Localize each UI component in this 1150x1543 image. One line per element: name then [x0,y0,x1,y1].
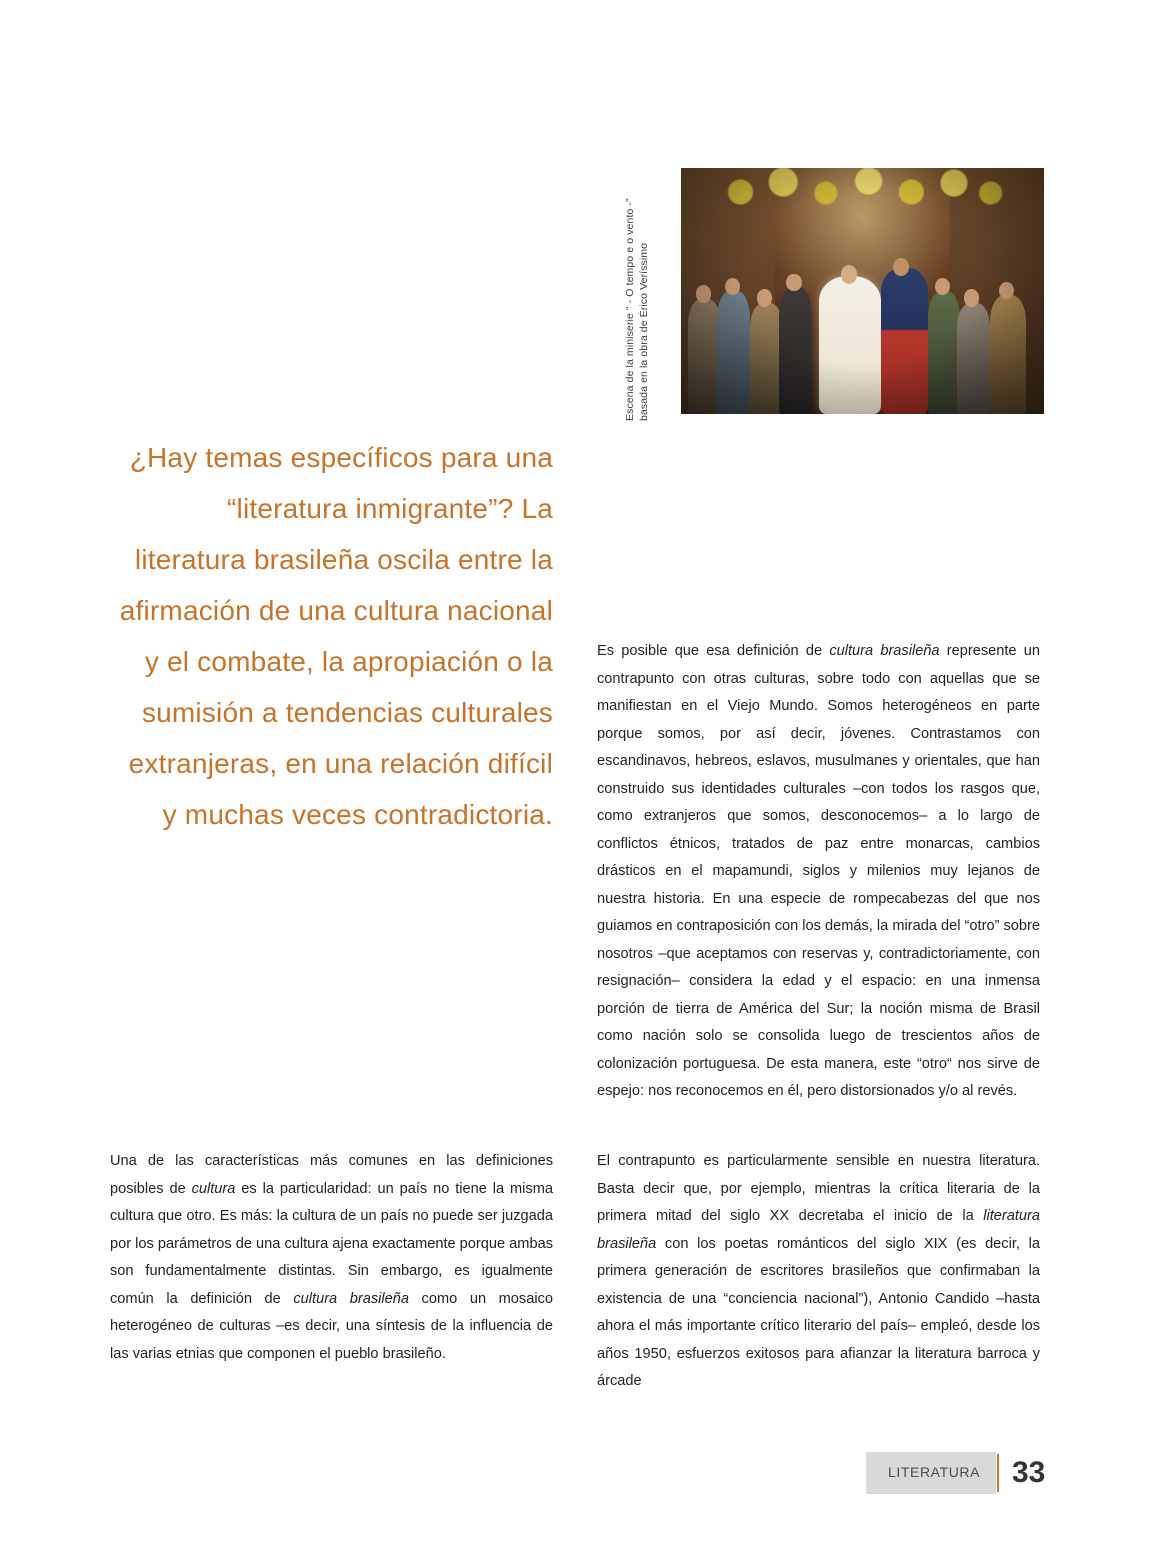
emphasis-text: cultura brasileña [829,643,940,659]
paragraph [597,1148,1040,1396]
paragraph [110,1148,553,1368]
emphasis-text: cultura [191,1180,236,1197]
text-run: Una de las características más comunes en las definiciones posibles de [110,1153,553,1197]
footer-divider [997,1454,999,1492]
pull-quote: ¿Hay temas específicos para una “literatura inmigrante”? La literatura brasileña oscila entre la afirmación de una cultura nacional y el combate, la apropiación o la sumisión a tendencias culturales extranjeras, en una relación difícil y muchas veces contradictoria. [119,442,553,830]
photo-vignette [681,168,1044,414]
text-run: con los poetas románticos del siglo XIX (es decir, la primera generación de escritores brasileños que confirmaban la existencia de una “conciencia nacional”), Antonio Candido –hasta ahora el más importante crítico literario del país– empleó, desde los años 1950, esfuerzos exitosos para afianzar la literatura barroca y árcade [597,1235,1040,1389]
page-footer [866,1452,1044,1494]
column-right-top [597,638,1040,1106]
emphasis-text: literatura brasileña [597,1208,1040,1252]
text-run: Es posible que esa definición de [597,643,830,659]
emphasis-text: cultura brasileña [293,1290,409,1307]
page-number: 33 [1012,1456,1046,1489]
figure-caption: Escena de la miniserie " - O tempo e o vento -" basada en la obra de Érico Veríssimo [624,198,650,421]
miniseries-photo [681,168,1044,414]
column-right-bottom [597,1148,1040,1396]
paragraph [597,638,1040,1106]
footer-section-label: LITERATURA [888,1464,981,1480]
text-run: es la particularidad: un país no tiene la misma cultura que otro. Es más: la cultura de un país no puede ser juzgada por los parámetros de una cultura ajena exactamente porque ambas son fundamentalmente distintas. Sin embargo, es igualmente común la definición de [110,1180,553,1307]
figure-block [624,166,1044,421]
text-run: represente un contrapunto con otras culturas, sobre todo con aquellas que se manifiestan en el Viejo Mundo. Somos heterogéneos en parte porque somos, por así decir, jóvenes. Contrastamos con escandinavos, hebreos, eslavos, musulmanes y orientales, que han construido sus identidades culturales –con todos los rasgos que, como extranjeros que somos, desconocemos– a lo largo de conflictos étnicos, tratados de paz entre monarcas, cambios drásticos en el mapamundi, siglos y milenios muy lejanos de nuestra historia. En una especie de rompecabezas del que nos guiamos en contraposición con los demás, la mirada del “otro” sobre nosotros –que aceptamos con reservas y, contradictoriamente, con resignación– considera la edad y el espacio: en una inmensa porción de tierra de América del Sur; la noción misma de Brasil como nación solo se consolida luego de trescientos años de colonización portuguesa. De esta manera, este “otro“ nos sirve de espejo: nos reconocemos en él, pero distorsionados y/o al revés. [597,643,1040,1099]
text-run: El contrapunto es particularmente sensible en nuestra literatura. Basta decir que, por ejemplo, mientras la crítica literaria de la primera mitad del siglo XX decretaba el inicio de la [597,1153,1040,1224]
text-run: como un mosaico heterogéneo de culturas –es decir, una síntesis de la influencia de las varias etnias que componen el pueblo brasileño. [110,1290,553,1362]
column-left-bottom [110,1148,553,1368]
